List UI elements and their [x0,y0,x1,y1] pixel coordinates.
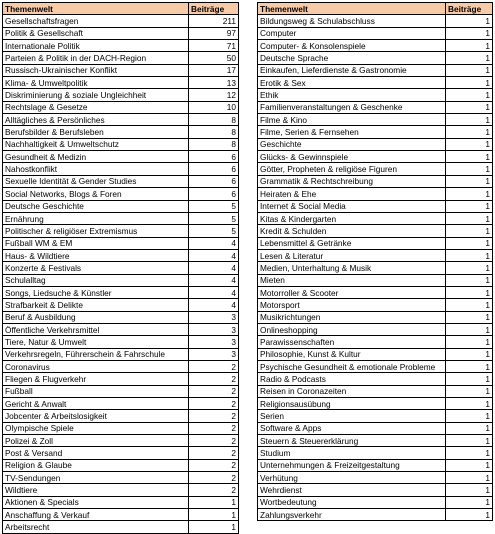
count-cell: 1 [446,509,493,521]
table-row [258,114,493,126]
count-cell: 13 [189,77,239,89]
topic-cell: Politischer & religiöser Extremismus [3,225,189,237]
topic-cell: Kredit & Schulden [258,225,446,237]
count-cell: 1 [446,435,493,447]
topic-cell: Internet & Social Media [258,200,446,212]
topic-cell: Familienveranstaltungen & Geschenke [258,101,446,113]
count-cell: 1 [446,447,493,459]
count-cell: 1 [446,274,493,286]
count-cell: 1 [446,101,493,113]
topic-cell: Philosophie, Kunst & Kultur [258,348,446,360]
count-cell: 4 [189,299,239,311]
topic-cell: Songs, Liedsuche & Künstler [3,286,189,298]
count-cell: 4 [189,262,239,274]
count-cell: 2 [189,373,239,385]
count-cell: 1 [446,323,493,335]
table-row [3,410,239,422]
topic-cell: Rechtslage & Gesetze [3,101,189,113]
count-cell: 4 [189,249,239,261]
table-row [258,410,493,422]
count-cell: 1 [446,27,493,39]
table-row [3,200,239,212]
count-cell: 1 [446,77,493,89]
count-cell: 3 [189,336,239,348]
table-header-row [3,3,239,15]
topic-cell: Radio & Podcasts [258,373,446,385]
table-row [258,225,493,237]
header-topic: Themenwelt [258,3,446,15]
topic-cell: Heiraten & Ehe [258,188,446,200]
count-cell: 2 [189,410,239,422]
topic-cell: Götter, Propheten & religiöse Figuren [258,163,446,175]
table-row [3,484,239,496]
count-cell: 50 [189,52,239,64]
topic-cell: Computer- & Konsolenspiele [258,40,446,52]
table-row [3,336,239,348]
topic-cell: Fußball [3,385,189,397]
table-row [3,385,239,397]
table-row [3,27,239,39]
topic-cell: Tiere, Natur & Umwelt [3,336,189,348]
table-row [3,459,239,471]
count-cell: 1 [446,52,493,64]
count-cell: 3 [189,348,239,360]
count-cell: 2 [189,422,239,434]
table-row [258,274,493,286]
topic-cell: Social Networks, Blogs & Foren [3,188,189,200]
table-row [258,459,493,471]
topic-cell: Einkaufen, Lieferdienste & Gastronomie [258,64,446,76]
topic-cell: Zahlungsverkehr [258,509,446,521]
count-cell: 5 [189,212,239,224]
count-cell: 3 [189,323,239,335]
table-row [258,348,493,360]
table-row [258,15,493,27]
table-row [258,151,493,163]
table-row [3,398,239,410]
count-cell: 8 [189,126,239,138]
topic-cell: Motorroller & Scooter [258,286,446,298]
count-cell: 1 [446,163,493,175]
count-cell: 4 [189,237,239,249]
table-row [3,101,239,113]
table-row [258,89,493,101]
topic-cell: Parawissenschaften [258,336,446,348]
table-row [3,348,239,360]
topic-cell: Klima- & Umweltpolitik [3,77,189,89]
table-row [3,472,239,484]
topic-cell: Schulalltag [3,274,189,286]
count-cell: 1 [446,385,493,397]
table-row [258,484,493,496]
table-row [3,249,239,261]
count-cell: 1 [446,422,493,434]
table-row [3,126,239,138]
count-cell: 1 [446,459,493,471]
table-row [3,77,239,89]
topic-cell: Aktionen & Specials [3,496,189,508]
table-row [3,52,239,64]
topic-cell: Sexuelle Identität & Gender Studies [3,175,189,187]
topic-cell: Polizei & Zoll [3,435,189,447]
table-row [258,212,493,224]
count-cell: 3 [189,311,239,323]
topic-cell: Arbeitsrecht [3,521,189,533]
table-row [258,163,493,175]
count-cell: 71 [189,40,239,52]
header-count: Beiträge [446,3,493,15]
topic-cell: Geschichte [258,138,446,150]
table-row [3,114,239,126]
count-cell: 12 [189,89,239,101]
count-cell: 2 [189,472,239,484]
table-row [258,311,493,323]
topic-cell: Diskriminierung & soziale Ungleichheit [3,89,189,101]
count-cell: 1 [446,138,493,150]
count-cell: 1 [446,188,493,200]
topic-cell: Verkehrsregeln, Führerschein & Fahrschule [3,348,189,360]
table-row [258,249,493,261]
table-row [258,175,493,187]
topic-cell: Computer [258,27,446,39]
count-cell: 8 [189,138,239,150]
table-row [258,126,493,138]
table-row [3,89,239,101]
topic-cell: Onlineshopping [258,323,446,335]
topic-cell: Religionsausübung [258,398,446,410]
count-cell: 2 [189,385,239,397]
topic-cell: Filme & Kino [258,114,446,126]
topic-cell: Beruf & Ausbildung [3,311,189,323]
topic-cell: Lebensmittel & Getränke [258,237,446,249]
table-row [3,175,239,187]
count-cell: 1 [446,126,493,138]
table-row [3,138,239,150]
table-row [258,472,493,484]
count-cell: 1 [446,299,493,311]
topic-cell: Lesen & Literatur [258,249,446,261]
topic-cell: Jobcenter & Arbeitslosigkeit [3,410,189,422]
count-cell: 1 [189,521,239,533]
count-cell: 1 [446,360,493,372]
topic-cell: Nahostkonflikt [3,163,189,175]
table-row [258,447,493,459]
topic-cell: Musikrichtungen [258,311,446,323]
table-row [258,360,493,372]
count-cell: 6 [189,175,239,187]
table-row [3,64,239,76]
topic-cell: Studium [258,447,446,459]
table-row [3,521,239,533]
table-row [3,188,239,200]
table-row [258,77,493,89]
table-row [258,336,493,348]
table-row [3,360,239,372]
table-row [3,262,239,274]
topic-cell: Deutsche Geschichte [3,200,189,212]
table-row [3,435,239,447]
table-row [258,398,493,410]
table-row [258,138,493,150]
count-cell: 6 [189,163,239,175]
count-cell: 1 [446,262,493,274]
topic-cell: Filme, Serien & Fernsehen [258,126,446,138]
topic-cell: Serien [258,410,446,422]
table-row [3,373,239,385]
table-row [3,225,239,237]
topic-cell: Erotik & Sex [258,77,446,89]
count-cell: 1 [446,64,493,76]
topic-cell: Alltägliches & Persönliches [3,114,189,126]
topic-cell: Medien, Unterhaltung & Musik [258,262,446,274]
table-row [258,188,493,200]
table-row [3,237,239,249]
topic-cell: Russisch-Ukrainischer Konflikt [3,64,189,76]
count-cell: 5 [189,225,239,237]
table-row [3,286,239,298]
count-cell: 97 [189,27,239,39]
table-row [3,274,239,286]
count-cell: 2 [189,459,239,471]
count-cell: 1 [446,114,493,126]
count-cell: 1 [446,484,493,496]
topic-cell: Öffentliche Verkehrsmittel [3,323,189,335]
count-cell: 6 [189,188,239,200]
table-row [258,237,493,249]
topic-cell: Coronavirus [3,360,189,372]
topic-cell: Ernährung [3,212,189,224]
count-cell: 1 [446,40,493,52]
count-cell: 1 [446,336,493,348]
count-cell: 8 [189,114,239,126]
table-row [3,15,239,27]
table-row [258,27,493,39]
topic-cell: Strafbarkeit & Delikte [3,299,189,311]
topic-cell: Nachhaltigkeit & Umweltschutz [3,138,189,150]
count-cell: 1 [446,175,493,187]
count-cell: 2 [189,435,239,447]
topic-cell: Gesundheit & Medizin [3,151,189,163]
count-cell: 1 [446,249,493,261]
topic-cell: Fliegen & Flugverkehr [3,373,189,385]
topic-cell: Berufsbilder & Berufsleben [3,126,189,138]
topic-cell: Post & Versand [3,447,189,459]
topic-cell: Wortbedeutung [258,496,446,508]
count-cell: 4 [189,274,239,286]
topic-cell: Politik & Gesellschaft [3,27,189,39]
topic-cell: Religion & Glaube [3,459,189,471]
table-row [258,200,493,212]
table-row [3,509,239,521]
count-cell: 1 [189,509,239,521]
topic-cell: Fußball WM & EM [3,237,189,249]
topic-cell: Steuern & Steuererklärung [258,435,446,447]
count-cell: 1 [446,472,493,484]
count-cell: 2 [189,398,239,410]
table-row [258,64,493,76]
topic-cell: Bildungsweg & Schulabschluss [258,15,446,27]
count-cell: 1 [446,398,493,410]
table-row [258,509,493,521]
topic-cell: Motorsport [258,299,446,311]
table-row [3,422,239,434]
count-cell: 10 [189,101,239,113]
table-row [258,286,493,298]
count-cell: 4 [189,286,239,298]
count-cell: 1 [189,496,239,508]
count-cell: 17 [189,64,239,76]
table-row [3,299,239,311]
topic-cell: Mieten [258,274,446,286]
count-cell: 1 [446,410,493,422]
count-cell: 1 [446,496,493,508]
count-cell: 211 [189,15,239,27]
table-row [258,299,493,311]
count-cell: 5 [189,200,239,212]
count-cell: 1 [446,286,493,298]
table-row [258,40,493,52]
topic-cell: Kitas & Kindergarten [258,212,446,224]
header-count: Beiträge [189,3,239,15]
topic-cell: Glücks- & Gewinnspiele [258,151,446,163]
table-row [3,311,239,323]
topics-table-right [257,2,493,521]
table-row [258,496,493,508]
topic-cell: Grammatik & Rechtschreibung [258,175,446,187]
count-cell: 2 [189,484,239,496]
topic-cell: Reisen in Coronazeiten [258,385,446,397]
table-header-row [258,3,493,15]
table-row [3,40,239,52]
topic-cell: Verhütung [258,472,446,484]
count-cell: 1 [446,311,493,323]
topic-cell: Wehrdienst [258,484,446,496]
count-cell: 1 [446,348,493,360]
topic-cell: Internationale Politik [3,40,189,52]
topic-cell: Parteien & Politik in der DACH-Region [3,52,189,64]
count-cell: 2 [189,360,239,372]
table-row [3,163,239,175]
count-cell: 1 [446,200,493,212]
count-cell: 1 [446,151,493,163]
topic-cell: TV-Sendungen [3,472,189,484]
count-cell: 1 [446,225,493,237]
table-row [258,385,493,397]
topic-cell: Konzerte & Festivals [3,262,189,274]
table-row [258,262,493,274]
count-cell: 1 [446,373,493,385]
topic-cell: Psychische Gesundheit & emotionale Probleme [258,360,446,372]
table-row [258,373,493,385]
topic-cell: Gesellschaftsfragen [3,15,189,27]
topic-cell: Software & Apps [258,422,446,434]
topic-cell: Deutsche Sprache [258,52,446,64]
header-topic: Themenwelt [3,3,189,15]
count-cell: 1 [446,15,493,27]
table-row [3,323,239,335]
count-cell: 1 [446,212,493,224]
count-cell: 1 [446,89,493,101]
count-cell: 2 [189,447,239,459]
table-row [3,212,239,224]
table-row [258,435,493,447]
table-row [258,323,493,335]
topic-cell: Olympische Spiele [3,422,189,434]
table-row [3,151,239,163]
table-row [3,447,239,459]
topic-cell: Wildtiere [3,484,189,496]
topic-cell: Gericht & Anwalt [3,398,189,410]
topic-cell: Haus- & Wildtiere [3,249,189,261]
topics-table-left [2,2,239,534]
table-row [258,422,493,434]
count-cell: 6 [189,151,239,163]
count-cell: 1 [446,237,493,249]
table-row [258,101,493,113]
topic-cell: Anschaffung & Verkauf [3,509,189,521]
topic-cell: Unternehmungen & Freizeitgestaltung [258,459,446,471]
table-row [3,496,239,508]
table-row [258,52,493,64]
topic-cell: Ethik [258,89,446,101]
